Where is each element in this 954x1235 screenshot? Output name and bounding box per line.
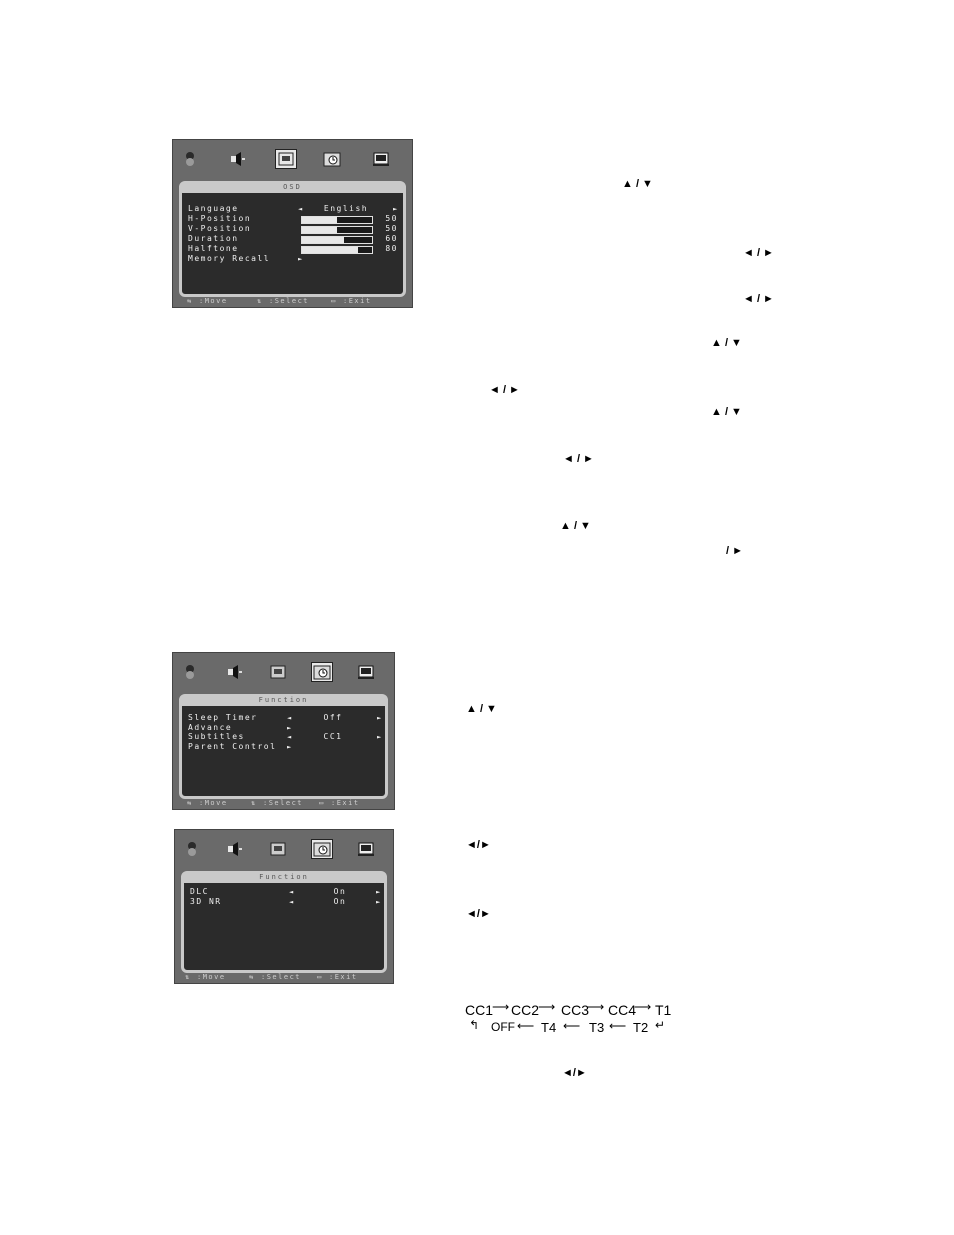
left-right-arrows-icon: ◄ / ►	[489, 384, 520, 396]
arrow-right-icon: ⟶	[634, 1000, 652, 1014]
menu-key-icon: ▭	[319, 799, 325, 807]
osd-setup-icon	[275, 149, 297, 169]
left-arrow-icon: ◄	[287, 733, 293, 741]
menu-row-halftone: Halftone 80	[188, 244, 398, 253]
select-icon: ⇅	[185, 973, 191, 981]
level-bar	[301, 226, 373, 234]
arrow-return-icon: ↵	[655, 1018, 666, 1032]
osd-setup-icon	[269, 664, 287, 680]
arrow-right-icon: ⟶	[587, 1000, 605, 1014]
right-arrow-icon: ►	[298, 255, 304, 263]
menu-row-h-position: H-Position 50	[188, 214, 398, 223]
left-arrow-icon: ◄	[289, 888, 295, 896]
install-icon	[372, 151, 390, 167]
left-right-arrows-icon: ◄ / ►	[743, 247, 774, 259]
sound-icon	[228, 151, 246, 167]
level-bar	[301, 246, 373, 254]
arrow-left-icon: ⟵	[517, 1019, 535, 1033]
menu-row-memory-recall: Memory Recall ►	[188, 254, 304, 263]
move-icon: ⇆	[187, 799, 193, 807]
menu-key-icon: ▭	[317, 973, 323, 981]
move-icon: ⇆	[187, 297, 193, 305]
menu-icon-bar	[173, 653, 394, 693]
menu-row-v-position: V-Position 50	[188, 224, 398, 233]
arrow-right-icon: ⟶	[538, 1000, 556, 1014]
up-down-arrows-icon: ▲ / ▼	[711, 406, 742, 418]
up-down-arrows-icon: ▲ / ▼	[711, 337, 742, 349]
up-down-arrows-icon: ▲ / ▼	[622, 178, 653, 190]
menu-row-parent-control: Parent Control ►	[188, 742, 293, 751]
sound-icon	[225, 664, 243, 680]
right-arrow-icon: ►	[393, 205, 399, 213]
right-arrow-icon: ►	[287, 743, 293, 751]
key-hint-bar: ⇆ :Move ⇅ :Select ▭ :Exit	[187, 297, 372, 305]
picture-icon	[181, 664, 199, 680]
up-down-arrows-icon: ▲ / ▼	[466, 703, 497, 715]
left-arrow-icon: ◄	[287, 714, 293, 722]
right-arrow-icon: ►	[287, 724, 293, 732]
function-clock-icon	[323, 151, 341, 167]
move-icon: ⇆	[249, 973, 255, 981]
right-arrow-icon: ►	[377, 733, 383, 741]
right-arrow-icon: / ►	[726, 545, 743, 557]
subtitle-cycle-diagram: CC1 ⟶ CC2 ⟶ CC3 ⟶ CC4 ⟶ T1 ↰ OFF ⟵ T4 ⟵ T3 ⟵ T2 ↵	[465, 1000, 672, 1035]
left-right-arrows-icon: ◄/►	[466, 908, 491, 920]
menu-row-advance: Advance ►	[188, 723, 293, 732]
menu-row-language: Language ◄ English ►	[188, 204, 399, 213]
left-right-arrows-icon: ◄/►	[466, 839, 491, 851]
picture-icon	[181, 151, 199, 167]
up-down-arrows-icon: ▲ / ▼	[560, 520, 591, 532]
arrow-left-icon: ⟵	[609, 1019, 627, 1033]
right-arrow-icon: ►	[376, 888, 382, 896]
left-arrow-icon: ◄	[289, 898, 295, 906]
arrow-left-icon: ⟵	[563, 1019, 581, 1033]
menu-icon-bar	[175, 830, 393, 870]
menu-row-sleep-timer: Sleep Timer ◄ Off ►	[188, 713, 383, 722]
left-arrow-icon: ◄	[298, 205, 304, 213]
menu-key-icon: ▭	[331, 297, 337, 305]
arrow-up-return-icon: ↰	[469, 1018, 480, 1032]
osd-menu-screenshot	[172, 139, 413, 308]
right-arrow-icon: ►	[377, 714, 383, 722]
menu-row-duration: Duration 60	[188, 234, 398, 243]
panel-title: Function	[182, 695, 385, 706]
panel-title: Function	[184, 872, 384, 883]
level-bar	[301, 216, 373, 224]
install-icon	[357, 664, 375, 680]
install-icon	[357, 841, 375, 857]
left-right-arrows-icon: ◄ / ►	[563, 453, 594, 465]
right-arrow-icon: ►	[376, 898, 382, 906]
left-right-arrows-icon: ◄/►	[562, 1067, 587, 1079]
select-icon: ⇅	[251, 799, 257, 807]
osd-panel	[179, 181, 406, 297]
panel-title: OSD	[182, 182, 403, 193]
left-right-arrows-icon: ◄ / ►	[743, 293, 774, 305]
function-clock-icon	[311, 839, 333, 859]
function-menu-screenshot	[172, 652, 395, 810]
arrow-right-icon: ⟶	[492, 1000, 510, 1014]
menu-row-3d-nr: 3D NR ◄ On ►	[190, 897, 382, 906]
level-bar	[301, 236, 373, 244]
osd-setup-icon	[269, 841, 287, 857]
function-clock-icon	[311, 662, 333, 682]
menu-row-dlc: DLC ◄ On ►	[190, 887, 382, 896]
function-panel	[179, 694, 388, 799]
advance-menu-screenshot	[174, 829, 394, 984]
select-icon: ⇅	[257, 297, 263, 305]
sound-icon	[225, 841, 243, 857]
advance-panel	[181, 871, 387, 973]
menu-icon-bar	[173, 140, 412, 180]
picture-icon	[183, 841, 201, 857]
menu-row-subtitles: Subtitles ◄ CC1 ►	[188, 732, 383, 741]
key-hint-bar: ⇆ :Move ⇅ :Select ▭ :Exit	[187, 799, 360, 807]
key-hint-bar: ⇅ :Move ⇆ :Select ▭ :Exit	[185, 973, 358, 981]
